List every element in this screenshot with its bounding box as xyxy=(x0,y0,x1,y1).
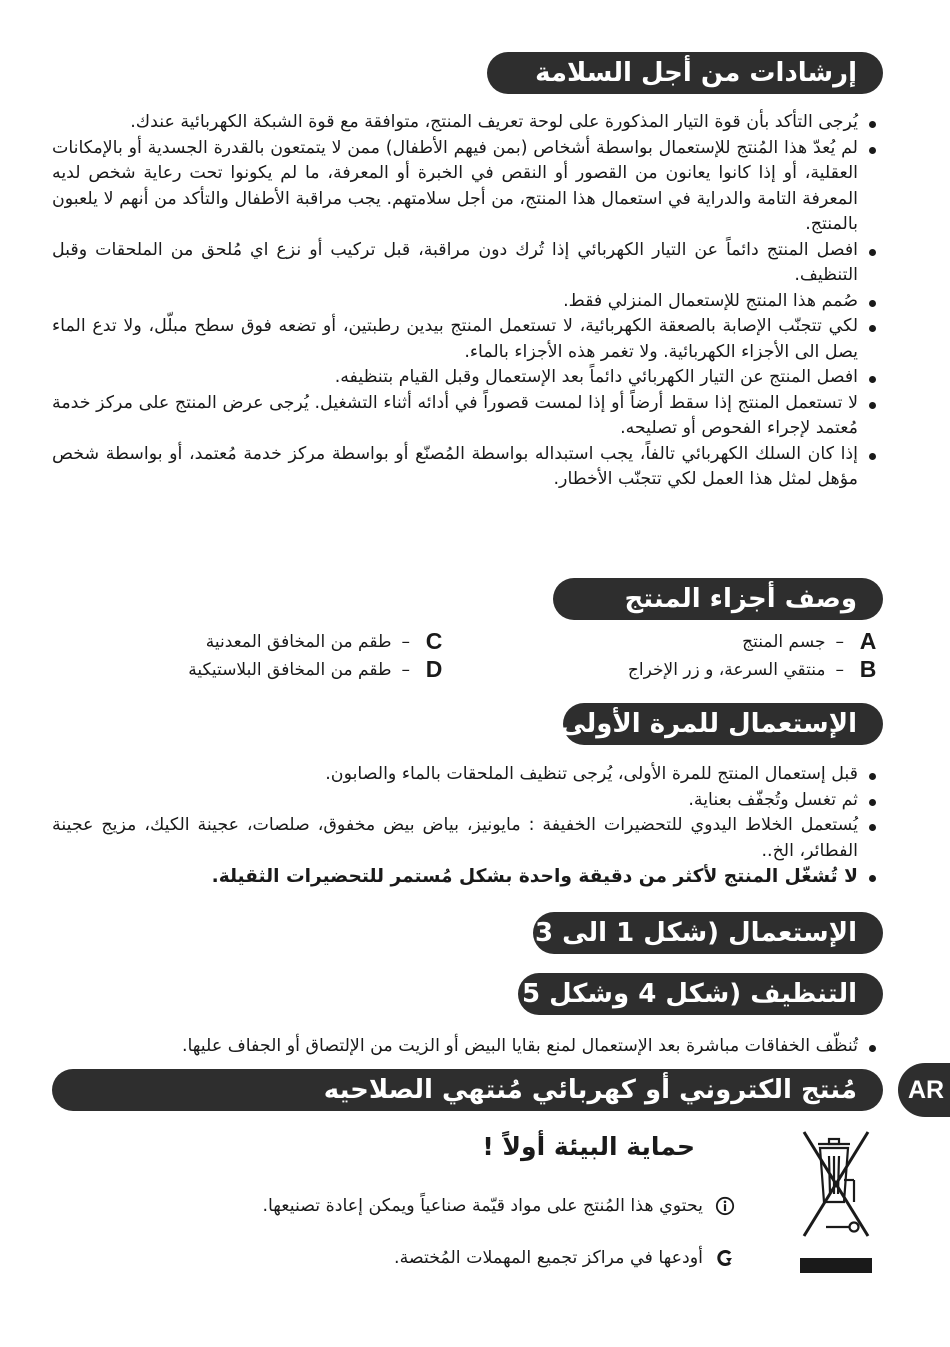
recycle-icon xyxy=(715,1248,735,1268)
list-item: ثم تغسل وتُجفّف بعناية. xyxy=(52,788,880,814)
list-item: تُنظّف الخفاقات مباشرة بعد الإستعمال لمنع بقايا البيض أو الزيت من الإلتصاق أو الجفاف عليها. xyxy=(52,1034,880,1060)
language-tab: AR xyxy=(898,1063,950,1117)
list-item: صُمم هذا المنتج للإستعمال المنزلي فقط. xyxy=(52,289,880,315)
part-letter: C xyxy=(425,628,443,654)
safety-heading: إرشادات من أجل السلامة xyxy=(487,52,883,94)
list-item: إذا كان السلك الكهربائي تالفاً، يجب استبداله بواسطة المُصنّع أو بواسطة مركز خدمة مُعتمد، أو بواسطة شخص مؤهل لمثل هذا العمل لكي تتجنّب الأخطار. xyxy=(52,442,880,493)
end-of-life-heading: مُنتج الكتروني أو كهربائي مُنتهي الصلاحيه xyxy=(52,1069,883,1111)
recyclable-note xyxy=(262,1196,735,1216)
part-d xyxy=(188,656,452,683)
part-dash: – xyxy=(401,659,410,680)
part-dash: – xyxy=(401,631,410,652)
list-item: لا تستعمل المنتج إذا سقط أرضاً أو إذا لمست قصوراً في أدائه أثناء التشغيل. يُرجى عرض المنتج على مركز خدمة مُعتمد لإجراء الفحوص أو تصليحه. xyxy=(52,391,880,442)
info-icon xyxy=(715,1196,735,1216)
list-item: لا تُشغّل المنتج لأكثر من دقيقة واحدة بشكل مُستمر للتحضيرات الثقيلة. xyxy=(52,864,880,890)
collection-note xyxy=(394,1248,735,1268)
cleaning-list xyxy=(52,1034,880,1060)
part-label: طقم من المخافق البلاستيكية xyxy=(188,659,392,680)
usage-heading: الإستعمال (شكل 1 الى 3) xyxy=(533,912,883,954)
list-item: لم يُعدّ هذا المُنتج للإستعمال بواسطة أشخاص (بمن فيهم الأطفال) ممن لا يتمتعون بالقدرة الجسدية أو بالإمكانات العقلية، أو إذا كانوا يعانون من القصور أو النقص في الخبرة أو المعرفة، ما لم يكونوا تحت رعاية شخص لديه المعرفة التامة والدراية في استعمال هذا المنتج، من أجل سلامتهم. يجب مراقبة الأطفال والتأكد من أنهم لا يلعبون بالمنتج. xyxy=(52,136,880,238)
list-item: افصل المنتج دائماً عن التيار الكهربائي إذا تُرك دون مراقبة، قبل تركيب أو نزع اي مُلحق من الملحقات وقبل التنظيف. xyxy=(52,238,880,289)
list-item: لكي تتجنّب الإصابة بالصعقة الكهربائية، لا تستعمل المنتج بيدين رطبتين، أو تضعه فوق سطح مبلّل، ولا تدع الماء يصل الى الأجزاء الكهربائية. ولا تغمر هذه الأجزاء بالماء. xyxy=(52,314,880,365)
list-item: قبل إستعمال المنتج للمرة الأولى، يُرجى تنظيف الملحقات بالماء والصابون. xyxy=(52,762,880,788)
part-label: جسم المنتج xyxy=(742,631,826,652)
part-letter: D xyxy=(425,656,443,682)
part-label: طقم من المخافق المعدنية xyxy=(205,631,392,652)
first-use-list xyxy=(52,762,880,890)
part-dash: – xyxy=(835,631,844,652)
environment-title: حماية البيئة أولاً ! xyxy=(482,1132,695,1161)
part-dash: – xyxy=(835,659,844,680)
list-item: افصل المنتج عن التيار الكهربائي دائماً بعد الإستعمال وقبل القيام بتنظيفه. xyxy=(52,365,880,391)
part-letter: A xyxy=(859,628,877,654)
list-item: يُرجى التأكد بأن قوة التيار المذكورة على لوحة تعريف المنتج، متوافقة مع قوة الشبكة الكهربائية عندك. xyxy=(52,110,880,136)
part-c xyxy=(206,628,452,655)
first-use-heading: الإستعمال للمرة الأولى xyxy=(563,703,883,745)
parts-heading: وصف أجزاء المنتج xyxy=(553,578,883,620)
recyclable-text: يحتوي هذا المُنتج على مواد قيّمة صناعياً ويمكن إعادة تصنيعها. xyxy=(262,1196,703,1216)
collection-text: أودعها في مراكز تجميع المهملات المُختصة. xyxy=(394,1248,703,1268)
crossed-bin-icon xyxy=(796,1130,876,1282)
part-a xyxy=(742,628,886,655)
part-label: منتقي السرعة، و زر الإخراج xyxy=(627,659,826,680)
part-letter: B xyxy=(859,656,877,682)
list-item: يُستعمل الخلاط اليدوي للتحضيرات الخفيفة : مايونيز، بياض بيض مخفوق، صلصات، عجينة الكيك، مزيج عجينة الفطائر، الخ.. xyxy=(52,813,880,864)
part-b xyxy=(628,656,886,683)
cleaning-heading: التنظيف (شكل 4 وشكل 5) xyxy=(518,973,883,1015)
